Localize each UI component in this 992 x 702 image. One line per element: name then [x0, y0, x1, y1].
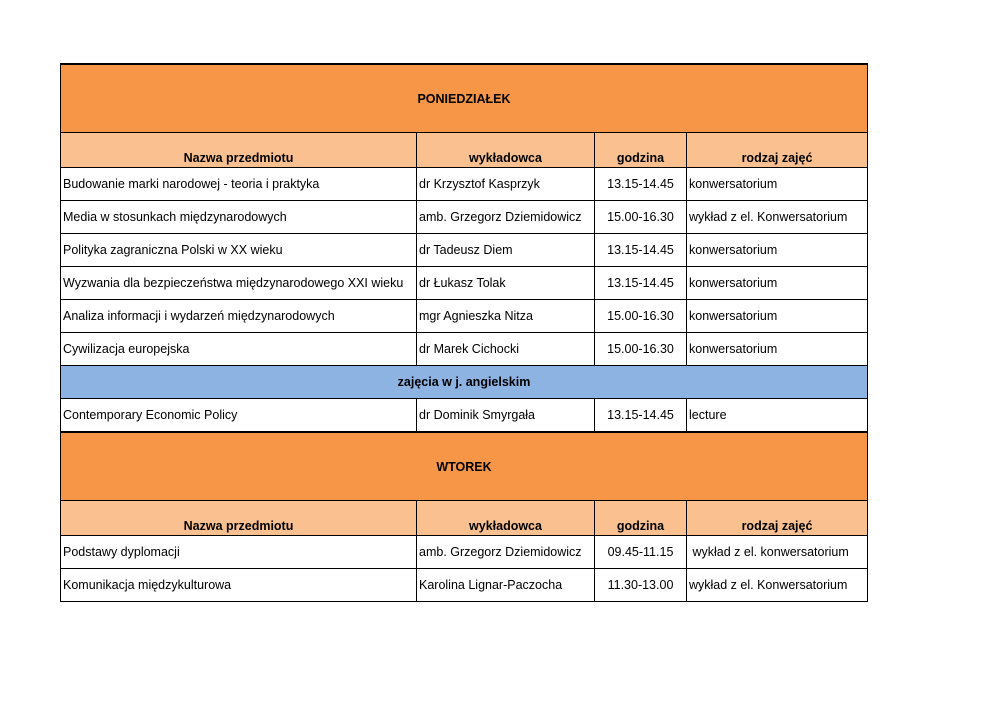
header-subject: Nazwa przedmiotu	[61, 133, 417, 168]
subject-cell: Podstawy dyplomacji	[61, 536, 417, 569]
header-class-type: rodzaj zajęć	[687, 501, 868, 536]
time-cell: 11.30-13.00	[595, 569, 687, 602]
time-cell: 13.15-14.45	[595, 168, 687, 201]
subject-cell: Polityka zagraniczna Polski w XX wieku	[61, 234, 417, 267]
lecturer-cell: dr Krzysztof Kasprzyk	[417, 168, 595, 201]
lecturer-cell: mgr Agnieszka Nitza	[417, 300, 595, 333]
lecturer-cell: amb. Grzegorz Dziemidowicz	[417, 536, 595, 569]
subject-cell: Contemporary Economic Policy	[61, 399, 417, 433]
time-cell: 09.45-11.15	[595, 536, 687, 569]
class-type-cell: konwersatorium	[687, 300, 868, 333]
day-title: WTOREK	[61, 432, 868, 501]
header-lecturer: wykładowca	[417, 501, 595, 536]
time-cell: 13.15-14.45	[595, 267, 687, 300]
class-type-cell: wykład z el. Konwersatorium	[687, 201, 868, 234]
day-header-row	[61, 432, 868, 501]
class-type-cell: konwersatorium	[687, 333, 868, 366]
class-type-cell: wykład z el. konwersatorium	[687, 536, 868, 569]
header-lecturer: wykładowca	[417, 133, 595, 168]
subject-cell: Komunikacja międzykulturowa	[61, 569, 417, 602]
subject-cell: Media w stosunkach międzynarodowych	[61, 201, 417, 234]
table-row	[61, 569, 868, 602]
time-cell: 15.00-16.30	[595, 300, 687, 333]
table-row	[61, 333, 868, 366]
day-title: PONIEDZIAŁEK	[61, 64, 868, 133]
table-row	[61, 267, 868, 300]
header-time: godzina	[595, 501, 687, 536]
class-type-cell: konwersatorium	[687, 267, 868, 300]
subject-cell: Budowanie marki narodowej - teoria i praktyka	[61, 168, 417, 201]
table-row	[61, 201, 868, 234]
lecturer-cell: dr Dominik Smyrgała	[417, 399, 595, 433]
lecturer-cell: dr Marek Cichocki	[417, 333, 595, 366]
schedule-table	[60, 63, 868, 602]
time-cell: 13.15-14.45	[595, 234, 687, 267]
column-header-row	[61, 133, 868, 168]
subject-cell: Analiza informacji i wydarzeń międzynarodowych	[61, 300, 417, 333]
table-row	[61, 300, 868, 333]
class-type-cell: konwersatorium	[687, 234, 868, 267]
class-type-cell: lecture	[687, 399, 868, 433]
section-title: zajęcia w j. angielskim	[61, 366, 868, 399]
table-row	[61, 399, 868, 433]
time-cell: 15.00-16.30	[595, 201, 687, 234]
time-cell: 15.00-16.30	[595, 333, 687, 366]
header-class-type: rodzaj zajęć	[687, 133, 868, 168]
class-type-cell: wykład z el. Konwersatorium	[687, 569, 868, 602]
class-type-cell: konwersatorium	[687, 168, 868, 201]
section-header-row	[61, 366, 868, 399]
subject-cell: Wyzwania dla bezpieczeństwa międzynarodowego XXI wieku	[61, 267, 417, 300]
time-cell: 13.15-14.45	[595, 399, 687, 433]
lecturer-cell: amb. Grzegorz Dziemidowicz	[417, 201, 595, 234]
table-row	[61, 536, 868, 569]
subject-cell: Cywilizacja europejska	[61, 333, 417, 366]
lecturer-cell: dr Tadeusz Diem	[417, 234, 595, 267]
lecturer-cell: Karolina Lignar-Paczocha	[417, 569, 595, 602]
lecturer-cell: dr Łukasz Tolak	[417, 267, 595, 300]
table-row	[61, 168, 868, 201]
day-header-row	[61, 64, 868, 133]
table-row	[61, 234, 868, 267]
header-time: godzina	[595, 133, 687, 168]
column-header-row	[61, 501, 868, 536]
header-subject: Nazwa przedmiotu	[61, 501, 417, 536]
